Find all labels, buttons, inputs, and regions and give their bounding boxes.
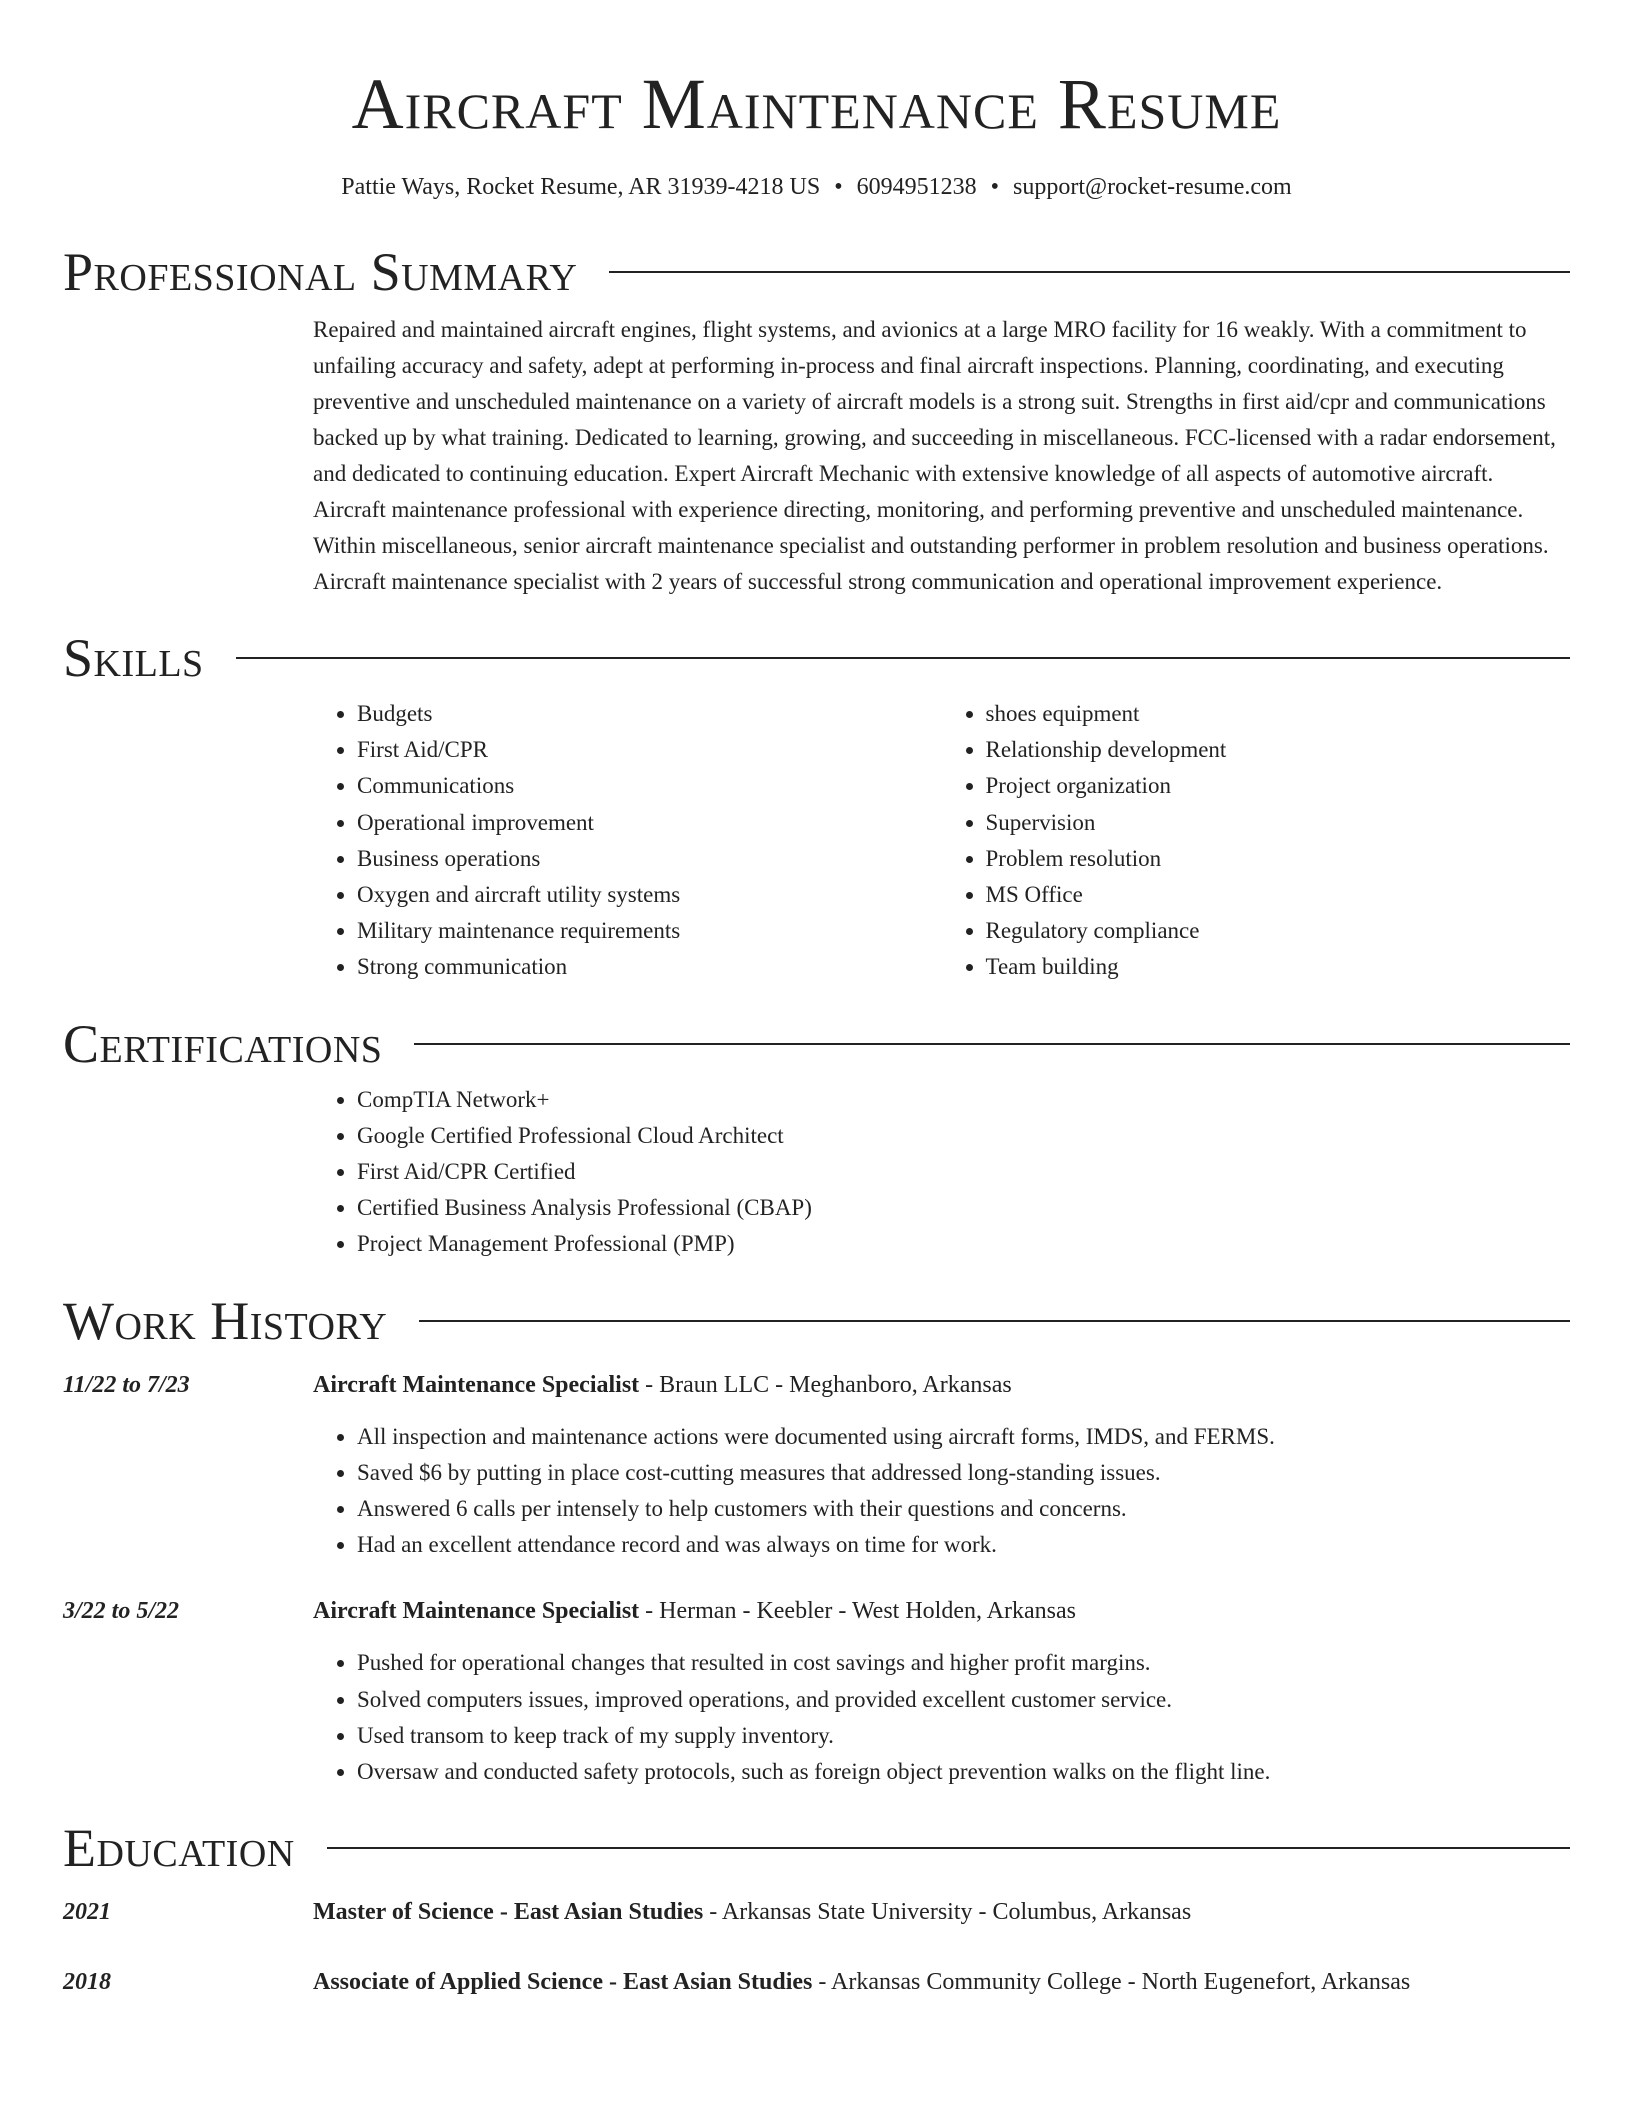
education-line [313,1894,1191,1930]
section-rule [236,657,1570,659]
work-bullet: • Pushed for operational changes that resulted in cost savings and higher profit margins. [357,1645,1570,1681]
summary-section-heading [63,242,1570,302]
contact-email: support@rocket-resume.com [1013,174,1292,200]
work-section-heading [63,1291,1570,1351]
skills-grid [313,696,1570,986]
work-bullets [313,1419,1570,1564]
education-heading: Education [63,1818,295,1879]
summary-text: Repaired and maintained aircraft engines, flight systems, and avionics at a large MRO facility for 16 weakly. With a commitment to unfailing accuracy and safety, adept at performing in-process and final aircraft inspections. Planning, coordinating, and executing preventive and unscheduled maintenance on a variety of aircraft models is a strong suit. Strengths in first aid/cpr and communications backed up by what training. Dedicated to learning, growing, and succeeding in miscellaneous. FCC-licensed with a radar endorsement, and dedicated to continuing education. Expert Aircraft Mechanic with extensive knowledge of all aspects of automotive aircraft. Aircraft maintenance professional with experience directing, monitoring, and performing preventive and unscheduled maintenance. Within miscellaneous, senior aircraft maintenance specialist and outstanding performer in problem resolution and business operations. Aircraft maintenance specialist with 2 years of successful strong communication and operational improvement experience. [313,317,1556,594]
work-entry [63,1367,1570,1403]
education-details: - Arkansas State University - Columbus, Arkansas [703,1899,1192,1926]
education-year: 2021 [63,1899,111,1926]
work-job-details: - Braun LLC - Meghanboro, Arkansas [639,1371,1012,1398]
skills-list-left [313,696,942,986]
education-degree: Associate of Applied Science - East Asian Studies [313,1969,813,1996]
work-bullets [313,1645,1570,1790]
contact-line [63,172,1570,202]
work-bullet: • All inspection and maintenance actions were documented using aircraft forms, IMDS, and FERMS. [357,1419,1570,1455]
skill-item: • Supervision [986,805,1571,841]
work-job-title: Aircraft Maintenance Specialist [313,1371,640,1398]
work-bullet: • Answered 6 calls per intensely to help customers with their questions and concerns. [357,1491,1570,1527]
skill-item: • Relationship development [986,732,1571,768]
work-bullet: • Saved $6 by putting in place cost-cutting measures that addressed long-standing issues. [357,1455,1570,1491]
work-job-title: Aircraft Maintenance Specialist [313,1598,640,1625]
section-rule [609,271,1570,273]
skill-item: • First Aid/CPR [357,732,942,768]
certifications-block [313,1082,1570,1263]
certification-item: • Google Certified Professional Cloud Architect [357,1118,1570,1154]
skill-item: • Project organization [986,768,1571,804]
certification-item: • CompTIA Network+ [357,1082,1570,1118]
work-bullet: • Solved computers issues, improved operations, and provided excellent customer service. [357,1682,1570,1718]
education-section-heading [63,1818,1570,1878]
work-bullet: • Oversaw and conducted safety protocols, such as foreign object prevention walks on the flight line. [357,1754,1570,1790]
skills-section-heading [63,628,1570,688]
certifications-list [313,1082,1570,1263]
work-entry [63,1593,1570,1629]
certification-item: • Certified Business Analysis Professional (CBAP) [357,1190,1570,1226]
skill-item: • Oxygen and aircraft utility systems [357,877,942,913]
skill-item: • Problem resolution [986,841,1571,877]
education-details: - Arkansas Community College - North Eugenefort, Arkansas [812,1969,1411,1996]
work-heading-line [313,1367,1012,1403]
skills-list-right [942,696,1571,986]
skill-item: • Communications [357,768,942,804]
certifications-heading: Certifications [63,1013,383,1074]
work-dates: 3/22 to 5/22 [63,1598,180,1625]
section-rule [419,1320,1570,1322]
skill-item: • Budgets [357,696,942,732]
work-heading: Work History [63,1290,388,1351]
skill-item: • MS Office [986,877,1571,913]
summary-block [313,312,1570,600]
contact-phone: 6094951238 [856,174,977,200]
certification-item: • First Aid/CPR Certified [357,1154,1570,1190]
contact-separator: • [834,174,843,200]
skill-item: • shoes equipment [986,696,1571,732]
work-bullets-block [313,1419,1570,1564]
skill-item: • Military maintenance requirements [357,913,942,949]
work-job-details: - Herman - Keebler - West Holden, Arkansas [639,1598,1076,1625]
education-line [313,1964,1410,2000]
work-bullet: • Used transom to keep track of my supply inventory. [357,1718,1570,1754]
skill-item: • Business operations [357,841,942,877]
work-bullet: • Had an excellent attendance record and was always on time for work. [357,1527,1570,1563]
skills-heading: Skills [63,628,204,688]
certifications-section-heading [63,1014,1570,1074]
work-dates: 11/22 to 7/23 [63,1371,190,1398]
section-rule [414,1043,1570,1045]
certification-item: • Project Management Professional (PMP) [357,1226,1570,1262]
skill-item: • Operational improvement [357,805,942,841]
work-heading-line [313,1593,1076,1629]
work-bullets-block [313,1645,1570,1790]
education-year: 2018 [63,1969,111,1996]
contact-address: Pattie Ways, Rocket Resume, AR 31939-4218 US [341,174,821,200]
education-entry [63,1894,1570,1930]
skill-item: • Strong communication [357,949,942,985]
education-entry [63,1964,1570,2000]
education-degree: Master of Science - East Asian Studies [313,1899,704,1926]
contact-separator: • [990,174,1000,200]
section-rule [327,1847,1570,1849]
skill-item: • Regulatory compliance [986,913,1571,949]
skill-item: • Team building [986,949,1571,985]
summary-heading: Professional Summary [63,242,578,302]
resume-title: Aircraft Maintenance Resume [351,64,1282,144]
